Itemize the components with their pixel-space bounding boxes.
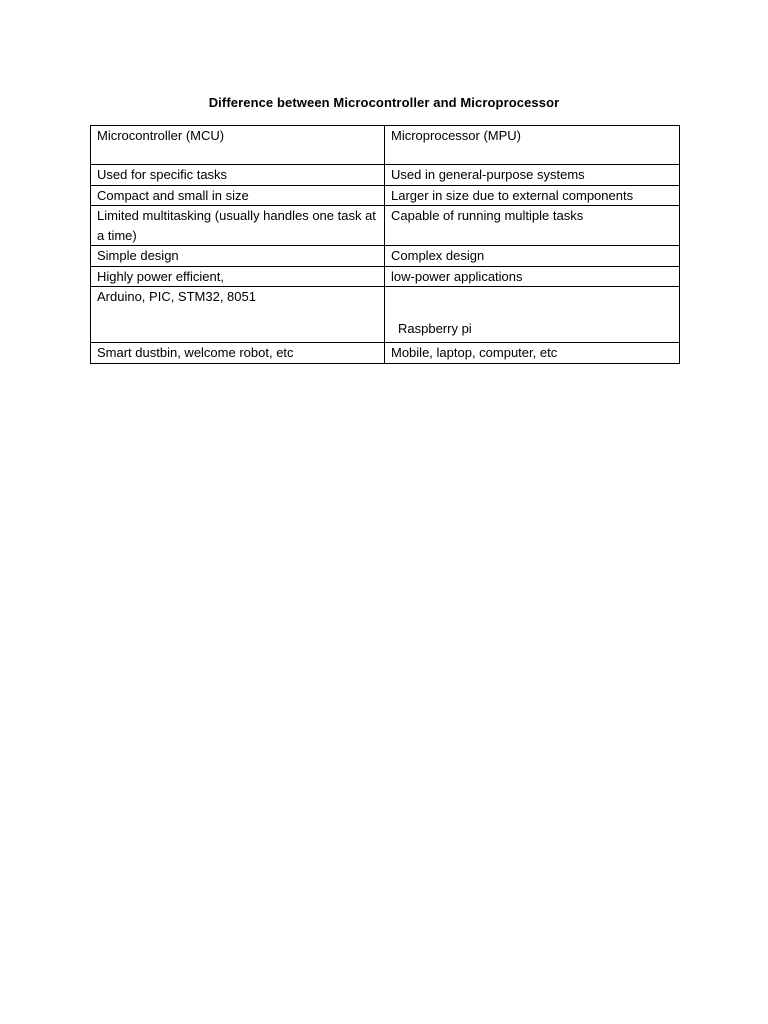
- cell-mcu: Limited multitasking (usually handles one task at a time): [91, 206, 385, 246]
- cell-mpu: Larger in size due to external components: [385, 185, 680, 206]
- cell-mpu: [385, 287, 680, 343]
- cell-mpu: Mobile, laptop, computer, etc: [385, 343, 680, 364]
- table-row: [91, 343, 680, 364]
- cell-mpu: Used in general-purpose systems: [385, 165, 680, 186]
- cell-mcu: Compact and small in size: [91, 185, 385, 206]
- cell-mpu-text: Raspberry pi: [398, 321, 472, 336]
- document-title: Difference between Microcontroller and Microprocessor: [208, 95, 560, 110]
- cell-mcu: Smart dustbin, welcome robot, etc: [91, 343, 385, 364]
- cell-mpu: Complex design: [385, 246, 680, 267]
- cell-mpu: low-power applications: [385, 266, 680, 287]
- cell-mcu: Simple design: [91, 246, 385, 267]
- table-row: [91, 287, 680, 343]
- table-header-row: [91, 126, 680, 165]
- cell-mcu: Arduino, PIC, STM32, 8051: [91, 287, 385, 343]
- table-row: [91, 246, 680, 267]
- table-row: [91, 206, 680, 246]
- cell-mpu: Capable of running multiple tasks: [385, 206, 680, 246]
- header-cell-mcu: Microcontroller (MCU): [91, 126, 385, 165]
- cell-mcu: Highly power efficient,: [91, 266, 385, 287]
- table-row: [91, 266, 680, 287]
- header-cell-mpu: Microprocessor (MPU): [385, 126, 680, 165]
- table-row: [91, 185, 680, 206]
- cell-mcu: Used for specific tasks: [91, 165, 385, 186]
- comparison-table: [90, 125, 680, 364]
- table-row: [91, 165, 680, 186]
